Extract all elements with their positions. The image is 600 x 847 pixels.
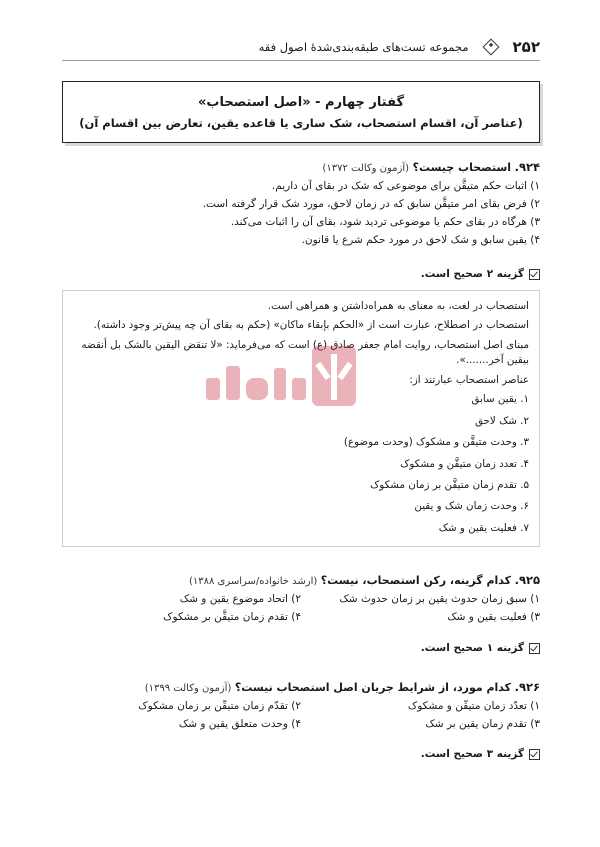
book-title: مجموعه تست‌های طبقه‌بندی‌شدهٔ اصول فقه: [258, 40, 469, 54]
explanation-line: عناصر استصحاب عبارتند از:: [409, 373, 529, 386]
option-1: ۱) سبق زمان حدوث یقین بر زمان حدوث شک: [339, 593, 540, 605]
question-926: [62, 680, 540, 730]
question-source: (آزمون وکالت ۱۳۹۹): [144, 683, 232, 694]
question-source: (ارشد خانواده/سراسری ۱۳۸۸): [188, 576, 318, 587]
option-3: ۳) تقدم زمان یقین بر شک: [425, 718, 540, 730]
question-text: استصحاب چیست؟: [412, 161, 512, 174]
chapter-subtitle: (عناصر آن، اقسام استصحاب، شک ساری یا قاعده یقین، تعارض بین اقسام آن): [79, 115, 523, 130]
option-2: ۲) تقدّم زمان متیقّن بر زمان مشکوک: [138, 700, 301, 712]
option-1: ۱) اثبات حکم متیقَّن برای موضوعی که شک در بقای آن داریم.: [271, 180, 540, 192]
explanation-line: مبنای اصل استصحاب، روایت امام جعفر صادق (ع) است که می‌فرماید: «لا تنقض الیقین بالشک بل أنقضه بیقین آخر.......».: [81, 338, 529, 367]
element-item: ۴. تعدد زمان متیقَّن و مشکوک: [400, 457, 529, 470]
chapter-heading-box: [62, 81, 540, 143]
page-number: ۲۵۲: [512, 38, 540, 56]
checkbox-icon: [529, 749, 540, 760]
checkbox-icon: [529, 269, 540, 280]
answer-925: [62, 642, 540, 654]
option-2: ۲) اتحاد موضوع یقین و شک: [179, 593, 301, 605]
option-3: ۳) هرگاه در بقای حکم یا موضوعی تردید شود، بقای آن را اثبات می‌کند.: [230, 216, 540, 228]
element-item: ۵. تقدم زمان متیقَّن بر زمان مشکوک: [370, 478, 529, 491]
option-1: ۱) تعدّد زمان متیقّن و مشکوک: [407, 700, 540, 712]
answer-text: گزینه ۱ صحیح است.: [420, 642, 524, 654]
option-4: ۴) یقین سابق و شک لاحق در مورد حکم شرع یا قانون.: [301, 234, 540, 246]
question-number: ۹۲۴.: [514, 160, 540, 174]
chapter-title: گفتار چهارم - «اصل استصحاب»: [197, 94, 405, 110]
explanation-line: استصحاب در لغت، به معنای به همراه‌داشتن و همراهی است.: [267, 300, 529, 312]
option-2: ۲) فرض بقای امر متیقَّن سابق که در زمان لاحق، مورد شک قرار گرفته است.: [202, 198, 540, 210]
element-item: ۱. یقین سابق: [471, 393, 529, 406]
question-source: (آزمون وکالت ۱۳۷۲): [322, 163, 410, 174]
answer-text: گزینه ۲ صحیح است.: [420, 268, 524, 280]
answer-text: گزینه ۳ صحیح است.: [420, 748, 524, 760]
question-title: [62, 573, 540, 587]
element-item: ۲. شک لاحق: [474, 414, 529, 427]
answer-926: [62, 748, 540, 760]
question-924: [62, 160, 540, 246]
explanation-line: استصحاب در اصطلاح، عبارت است از «الحکم بإبقاء ماکان» (حکم به بقای آن چه پیش‌تر وجود داشته).: [93, 319, 529, 332]
explanation-box: [62, 290, 540, 547]
question-number: ۹۲۵.: [514, 573, 540, 587]
question-text: کدام گزینه، رکن استصحاب، نیست؟: [320, 574, 512, 587]
question-925: [62, 573, 540, 623]
question-number: ۹۲۶.: [514, 680, 540, 694]
checkbox-icon: [529, 643, 540, 654]
element-item: ۶. وحدت زمان شک و یقین: [414, 500, 529, 513]
options-grid: [62, 700, 540, 730]
option-3: ۳) فعلیت یقین و شک: [447, 611, 540, 623]
question-title: [62, 680, 540, 694]
answer-924: [62, 268, 540, 280]
question-title: [62, 160, 540, 174]
element-item: ۷. فعلیت یقین و شک: [438, 521, 529, 534]
option-4: ۴) تقدم زمان متیقَّن بر مشکوک: [163, 611, 301, 623]
option-4: ۴) وحدت متعلق یقین و شک: [178, 718, 301, 730]
diamond-ornament-icon: [482, 39, 499, 56]
element-item: ۳. وحدت متیقَّن و مشکوک (وحدت موضوع): [343, 436, 529, 449]
page-header: [62, 34, 540, 61]
question-text: کدام مورد، از شرایط جریان اصل استصحاب نیست؟: [234, 681, 512, 694]
options-grid: [62, 593, 540, 623]
